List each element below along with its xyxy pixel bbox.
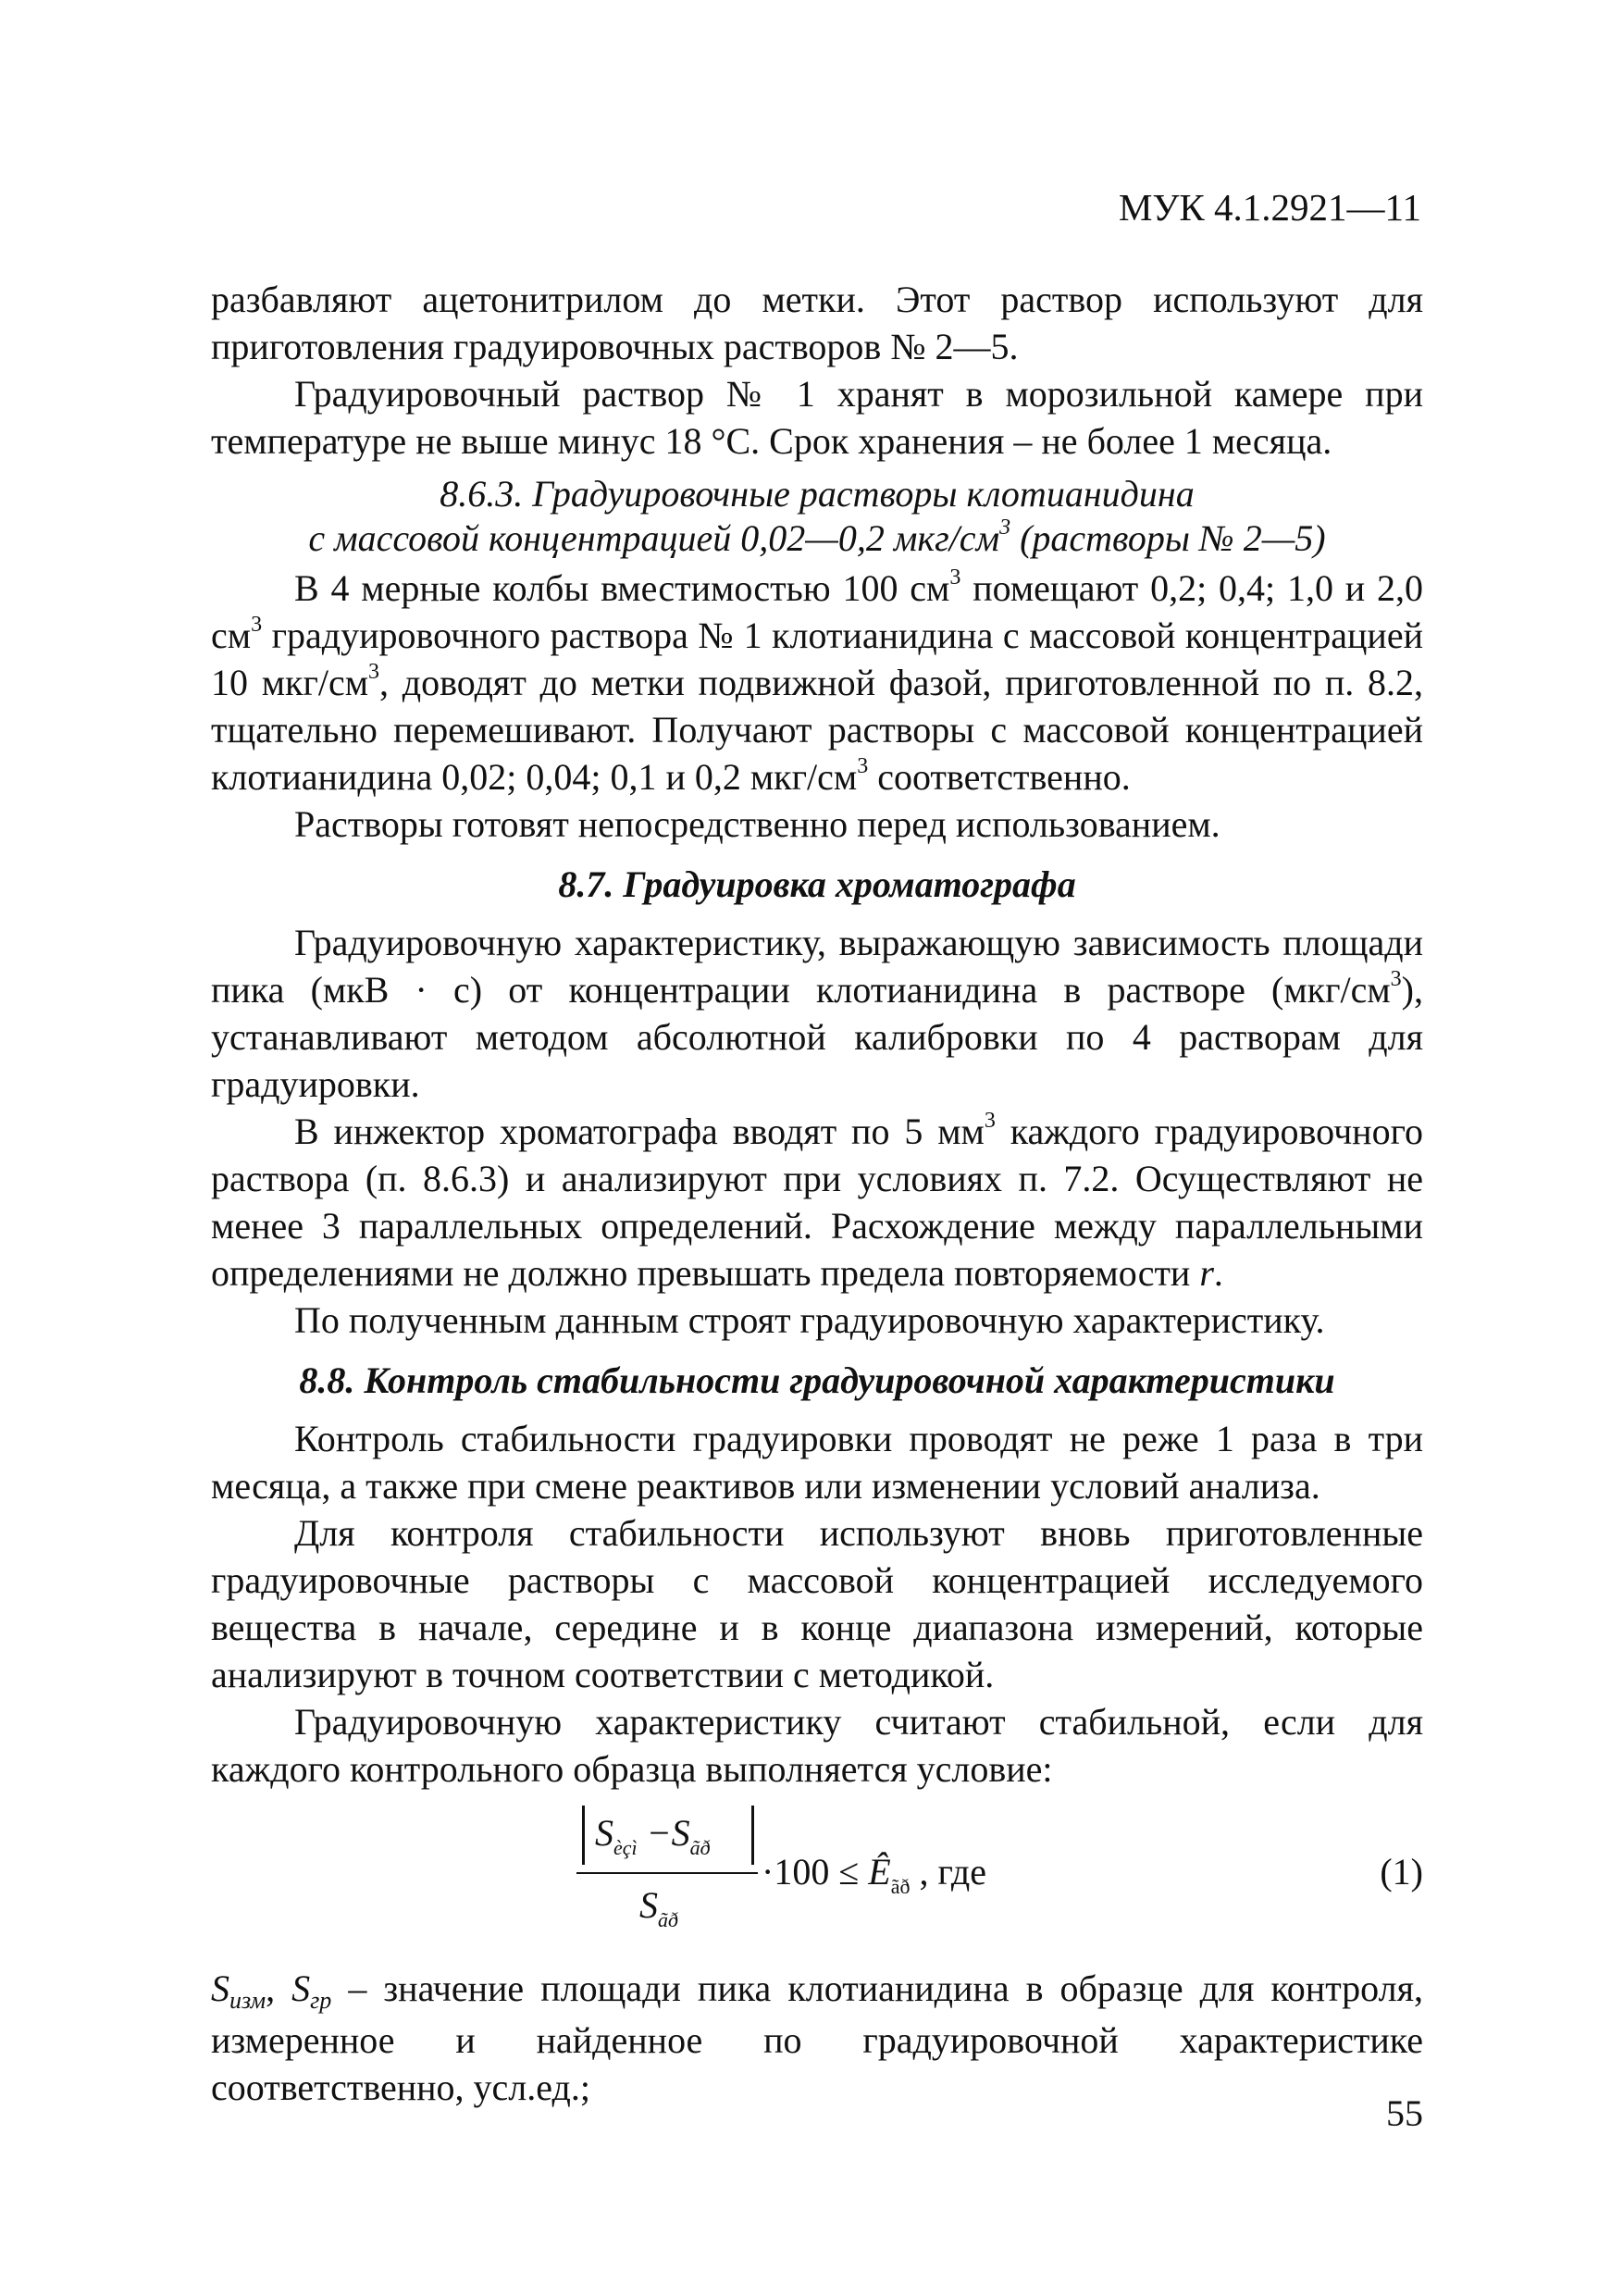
paragraph-prepare-before-use: Растворы готовят непосредственно перед использованием.	[294, 803, 1220, 845]
paragraph-stability-solutions: Для контроля стабильности используют вновь приготовленные градуировочные растворы с массовой концентрацией исследуемого вещества в начале, середине и в конце диапазона измерений, которые анализируют в точном соответствии с методикой.	[211, 1512, 1423, 1695]
multiply-100: ·100 ≤	[762, 1851, 869, 1893]
formula-fraction	[576, 1798, 762, 1946]
subsection-heading-text-a: с массовой концентрацией 0,02—0,2 мкг/см	[308, 517, 1000, 559]
paragraph-storage: Градуировочный раствор № 1 хранят в морозильной камере при температуре не выше минус 18 °С. Срок хранения – не более 1 месяца.	[211, 373, 1423, 462]
superscript: 3	[949, 565, 961, 590]
text-run: , доводят до метки подвижной фазой, приготовленной по п. 8.2, тщательно перемешивают. Получают растворы с массовой концентрацией клотианидина 0,02; 0,04; 0,1 и 0,2 мкг/см	[211, 662, 1423, 798]
symbol-s: S	[291, 1967, 311, 2009]
subscript: èçì	[613, 1836, 638, 1859]
subscript: ãð	[890, 1875, 911, 1898]
formula-tail: , где	[910, 1851, 987, 1893]
text-run: ,	[266, 1967, 292, 2009]
symbol-s: S	[211, 1967, 229, 2009]
superscript: 3	[984, 1108, 996, 1133]
section-heading-8-8: 8.8. Контроль стабильности градуировочной характеристики	[299, 1359, 1335, 1401]
paragraph-calibration-characteristic	[211, 919, 1423, 1108]
numerator-text	[595, 1809, 711, 1862]
text-run: соответственно.	[868, 756, 1131, 798]
abs-bar-left	[582, 1806, 585, 1865]
superscript: 3	[857, 753, 869, 778]
text-run: В инжектор хроматографа вводят по 5 мм	[294, 1111, 985, 1152]
subsection-heading-8-6-3	[211, 472, 1423, 561]
formula-expression	[576, 1798, 1095, 1946]
text-run: помещают 0,2; 0,4; 1,0 и 2,0 см	[211, 567, 1424, 656]
fraction-line	[576, 1872, 758, 1874]
superscript: 3	[999, 515, 1011, 540]
subscript: ãð	[689, 1836, 711, 1859]
page-content	[211, 276, 1423, 2111]
text-run: – значение площади пика клотианидина в образце для контроля, измеренное и найденное по градуировочной характеристике соответственно, усл.ед.;	[211, 1967, 1424, 2108]
section-heading-8-7: 8.7. Градуировка хроматографа	[558, 863, 1076, 905]
symbol-s: S	[595, 1812, 613, 1854]
formula-1	[211, 1798, 1423, 1946]
subsection-heading-text-b: (растворы № 2—5)	[1010, 517, 1326, 559]
paragraph-continuation: разбавляют ацетонитрилом до метки. Этот раствор используют для приготовления градуировочных растворов № 2—5.	[211, 279, 1423, 367]
paragraph-stability-condition: Градуировочную характеристику считают стабильной, если для каждого контрольного образца выполняется условие:	[211, 1701, 1423, 1790]
text-run: градуировочного раствора № 1 клотианидина с массовой концентрацией 10 мкг/см	[211, 614, 1423, 703]
formula-right-side	[762, 1848, 986, 1901]
subsection-heading-line-2	[211, 516, 1423, 561]
superscript: 3	[251, 612, 263, 637]
abs-bar-right	[751, 1806, 754, 1865]
formula-denominator	[639, 1881, 678, 1934]
paragraph-stability-frequency: Контроль стабильности градуировки проводят не реже 1 раза в три месяца, а также при смене реактивов или изменении условий анализа.	[211, 1418, 1423, 1507]
equation-number: (1)	[1380, 1851, 1423, 1893]
subscript: изм	[229, 1987, 266, 2014]
text-run: .	[1213, 1252, 1223, 1294]
symbol-k-hat: Ê	[868, 1851, 891, 1893]
formula-numerator	[582, 1806, 754, 1859]
text-run: ), устанавливают методом абсолютной калибровки по 4 растворам для градуировки.	[211, 969, 1423, 1105]
text-run: каждого градуировочного раствора (п. 8.6.3) и анализируют при условиях п. 7.2. Осуществляют не менее 3 параллельных определений. Расхождение между параллельными определениями не должно превышать предела повторяемости	[211, 1111, 1423, 1294]
page-number: 55	[1386, 2092, 1423, 2134]
paragraph-build-characteristic: По полученным данным строят градуировочную характеристику.	[294, 1299, 1325, 1341]
paragraph-preparation	[211, 565, 1423, 800]
symbol-s: S	[639, 1884, 658, 1926]
text-run: В 4 мерные колбы вместимостью 100 см	[294, 567, 950, 609]
superscript: 3	[1390, 966, 1402, 991]
subscript: ãð	[658, 1908, 678, 1931]
document-code: МУК 4.1.2921—11	[1118, 186, 1421, 229]
superscript: 3	[368, 659, 380, 684]
repeatability-symbol: r	[1199, 1252, 1214, 1294]
text-run: Градуировочную характеристику, выражающую зависимость площади пика (мкВ · с) от концентрации клотианидина в растворе (мкг/см	[211, 922, 1423, 1011]
variable-definition	[211, 1965, 1423, 2111]
subscript: гр	[310, 1987, 332, 2014]
paragraph-injection	[211, 1108, 1423, 1297]
subsection-heading-line-1: 8.6.3. Градуировочные растворы клотианидина	[440, 473, 1195, 515]
minus-s: −S	[637, 1812, 690, 1854]
